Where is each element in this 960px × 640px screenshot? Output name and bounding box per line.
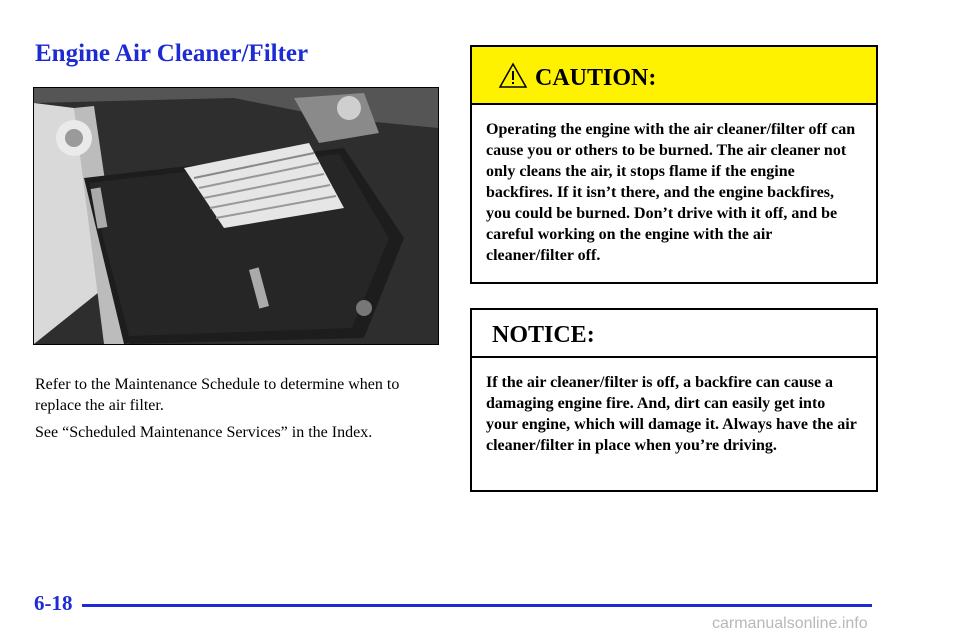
notice-header [472, 310, 876, 358]
caution-header [472, 47, 876, 105]
engine-air-cleaner-photo [33, 87, 439, 345]
watermark: carmanualsonline.info [712, 615, 868, 632]
page-number: 6-18 [34, 591, 73, 615]
notice-heading: NOTICE: [492, 322, 595, 348]
caution-heading: CAUTION: [535, 65, 657, 91]
notice-box [470, 308, 878, 492]
warning-triangle-icon [498, 62, 528, 94]
caution-box [470, 45, 878, 284]
caution-text: Operating the engine with the air cleaner/filter off can cause you or others to be burned. The air cleaner not only cleans the air, it stops flame if the engine backfires. If it isn’t there, and the engine backfires, you could be burned. Don’t drive with it off, and be careful working on the engine with the air cleaner/filter off. [486, 121, 856, 264]
maintenance-paragraph: Refer to the Maintenance Schedule to determine when to replace the air filter. [35, 376, 400, 414]
footer-rule [82, 604, 872, 607]
page-title: Engine Air Cleaner/Filter [35, 40, 309, 67]
notice-text: If the air cleaner/filter is off, a backfire can cause a damaging engine fire. And, dirt can easily get into your engine, which will damage it. Always have the air cleaner/filter in place when you’re driving. [486, 374, 857, 454]
scheduled-services-paragraph: See “Scheduled Maintenance Services” in the Index. [35, 424, 373, 441]
